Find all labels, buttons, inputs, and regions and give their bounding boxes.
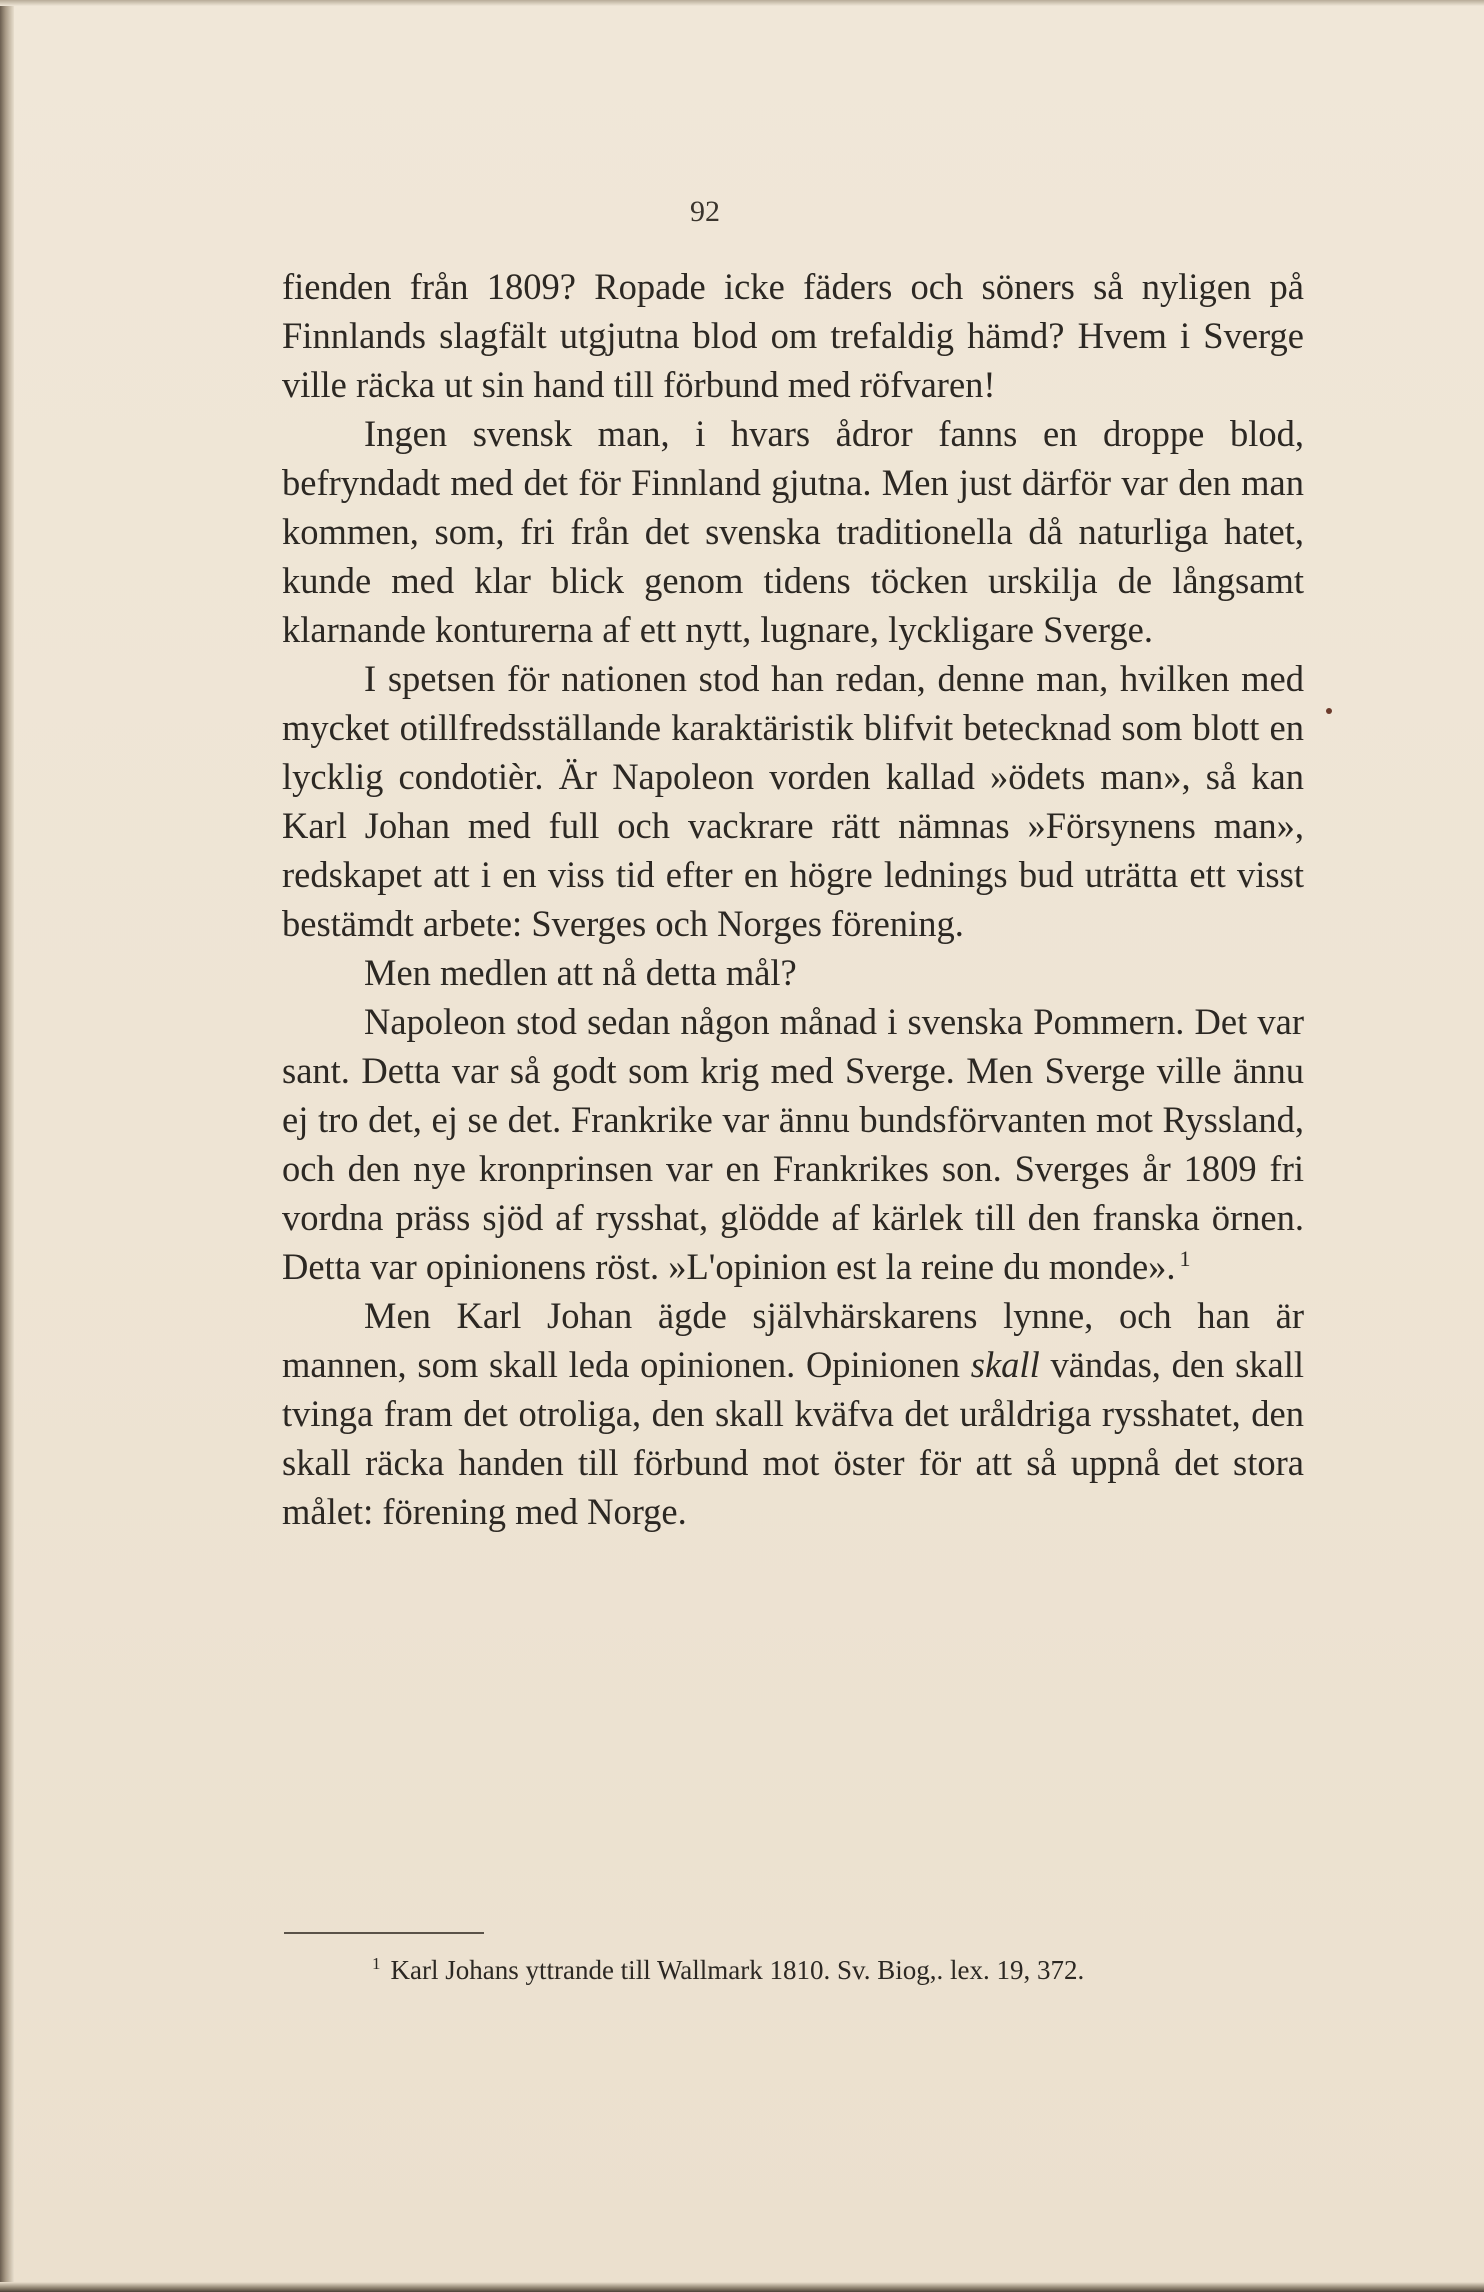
paragraph-2-text: Ingen svensk man, i hvars ådror fanns en droppe blod, befryndadt med det för Finnland gjutna. Men just därför var den man kommen, som, fri från det svenska traditionella då naturliga hatet, kunde med klar blick genom tidens töcken urskilja de långsamt klarnande konturerna af ett nytt, lugnare, lyckligare Sverge. xyxy=(282,413,1304,650)
paragraph-1 xyxy=(282,262,1304,409)
paragraph-6-text-before: Men Karl Johan ägde självhärskarens lynne, och han är mannen, som skall leda opinionen. Opinionen xyxy=(282,1295,1304,1385)
paragraph-5 xyxy=(282,997,1304,1291)
footnote-divider xyxy=(284,1932,484,1934)
paragraph-6-text-after: vändas, den skall tvinga fram det otroliga, den skall kväfva det uråldriga rysshatet, den skall räcka handen till förbund mot öster för att så uppnå det stora målet: förening med Norge. xyxy=(282,1344,1305,1532)
paragraph-4 xyxy=(282,948,1304,997)
body-text xyxy=(282,262,1304,1536)
page-bottom-edge xyxy=(0,2282,1484,2292)
paragraph-5-text: Napoleon stod sedan någon månad i svenska Pommern. Det var sant. Detta var så godt som krig med Sverge. Men Sverge ville ännu ej tro det, ej se det. Frankrike var ännu bundsförvanten mot Ryssland, och den nye kronprinsen var en Frankrikes son. Sverges år 1809 fri vordna präss sjöd af rysshat, glödde af kärlek till den franska örnen. Detta var opinionens röst. »L'opinion est la reine du monde». xyxy=(282,1001,1304,1287)
paragraph-3 xyxy=(282,654,1304,948)
page-number: 92 xyxy=(690,195,720,228)
paragraph-2 xyxy=(282,409,1304,654)
page-top-edge xyxy=(0,0,1484,6)
paragraph-3-text: I spetsen för nationen stod han redan, denne man, hvilken med mycket otillfredsställande karaktäristik blifvit betecknad som blott en lycklig condotièr. Är Napoleon vorden kallad »ödets man», så kan Karl Johan med full och vackrare rätt nämnas »Försynens man», redskapet att i en viss tid efter en högre lednings bud uträtta ett visst bestämdt arbete: Sverges och Norges förening. xyxy=(282,658,1304,944)
paragraph-1-text: fienden från 1809? Ropade icke fäders och söners så nyligen på Finnlands slagfält utgjutna blod om trefaldig hämd? Hvem i Sverge ville räcka ut sin hand till förbund med röfvaren! xyxy=(282,266,1304,405)
paragraph-4-text: Men medlen att nå detta mål? xyxy=(364,952,797,993)
footnote xyxy=(282,1950,1304,1990)
paragraph-6 xyxy=(282,1291,1304,1536)
footnote-reference: 1 xyxy=(1179,1245,1191,1271)
footnote-text: Karl Johans yttrande till Wallmark 1810. Sv. Biog,. lex. 19, 372. xyxy=(390,1955,1085,1985)
ink-speck-mark xyxy=(1326,708,1332,714)
footnote-mark: 1 xyxy=(372,1954,381,1973)
emphasized-word: skall xyxy=(970,1344,1040,1385)
page-binding-edge xyxy=(0,0,14,2292)
